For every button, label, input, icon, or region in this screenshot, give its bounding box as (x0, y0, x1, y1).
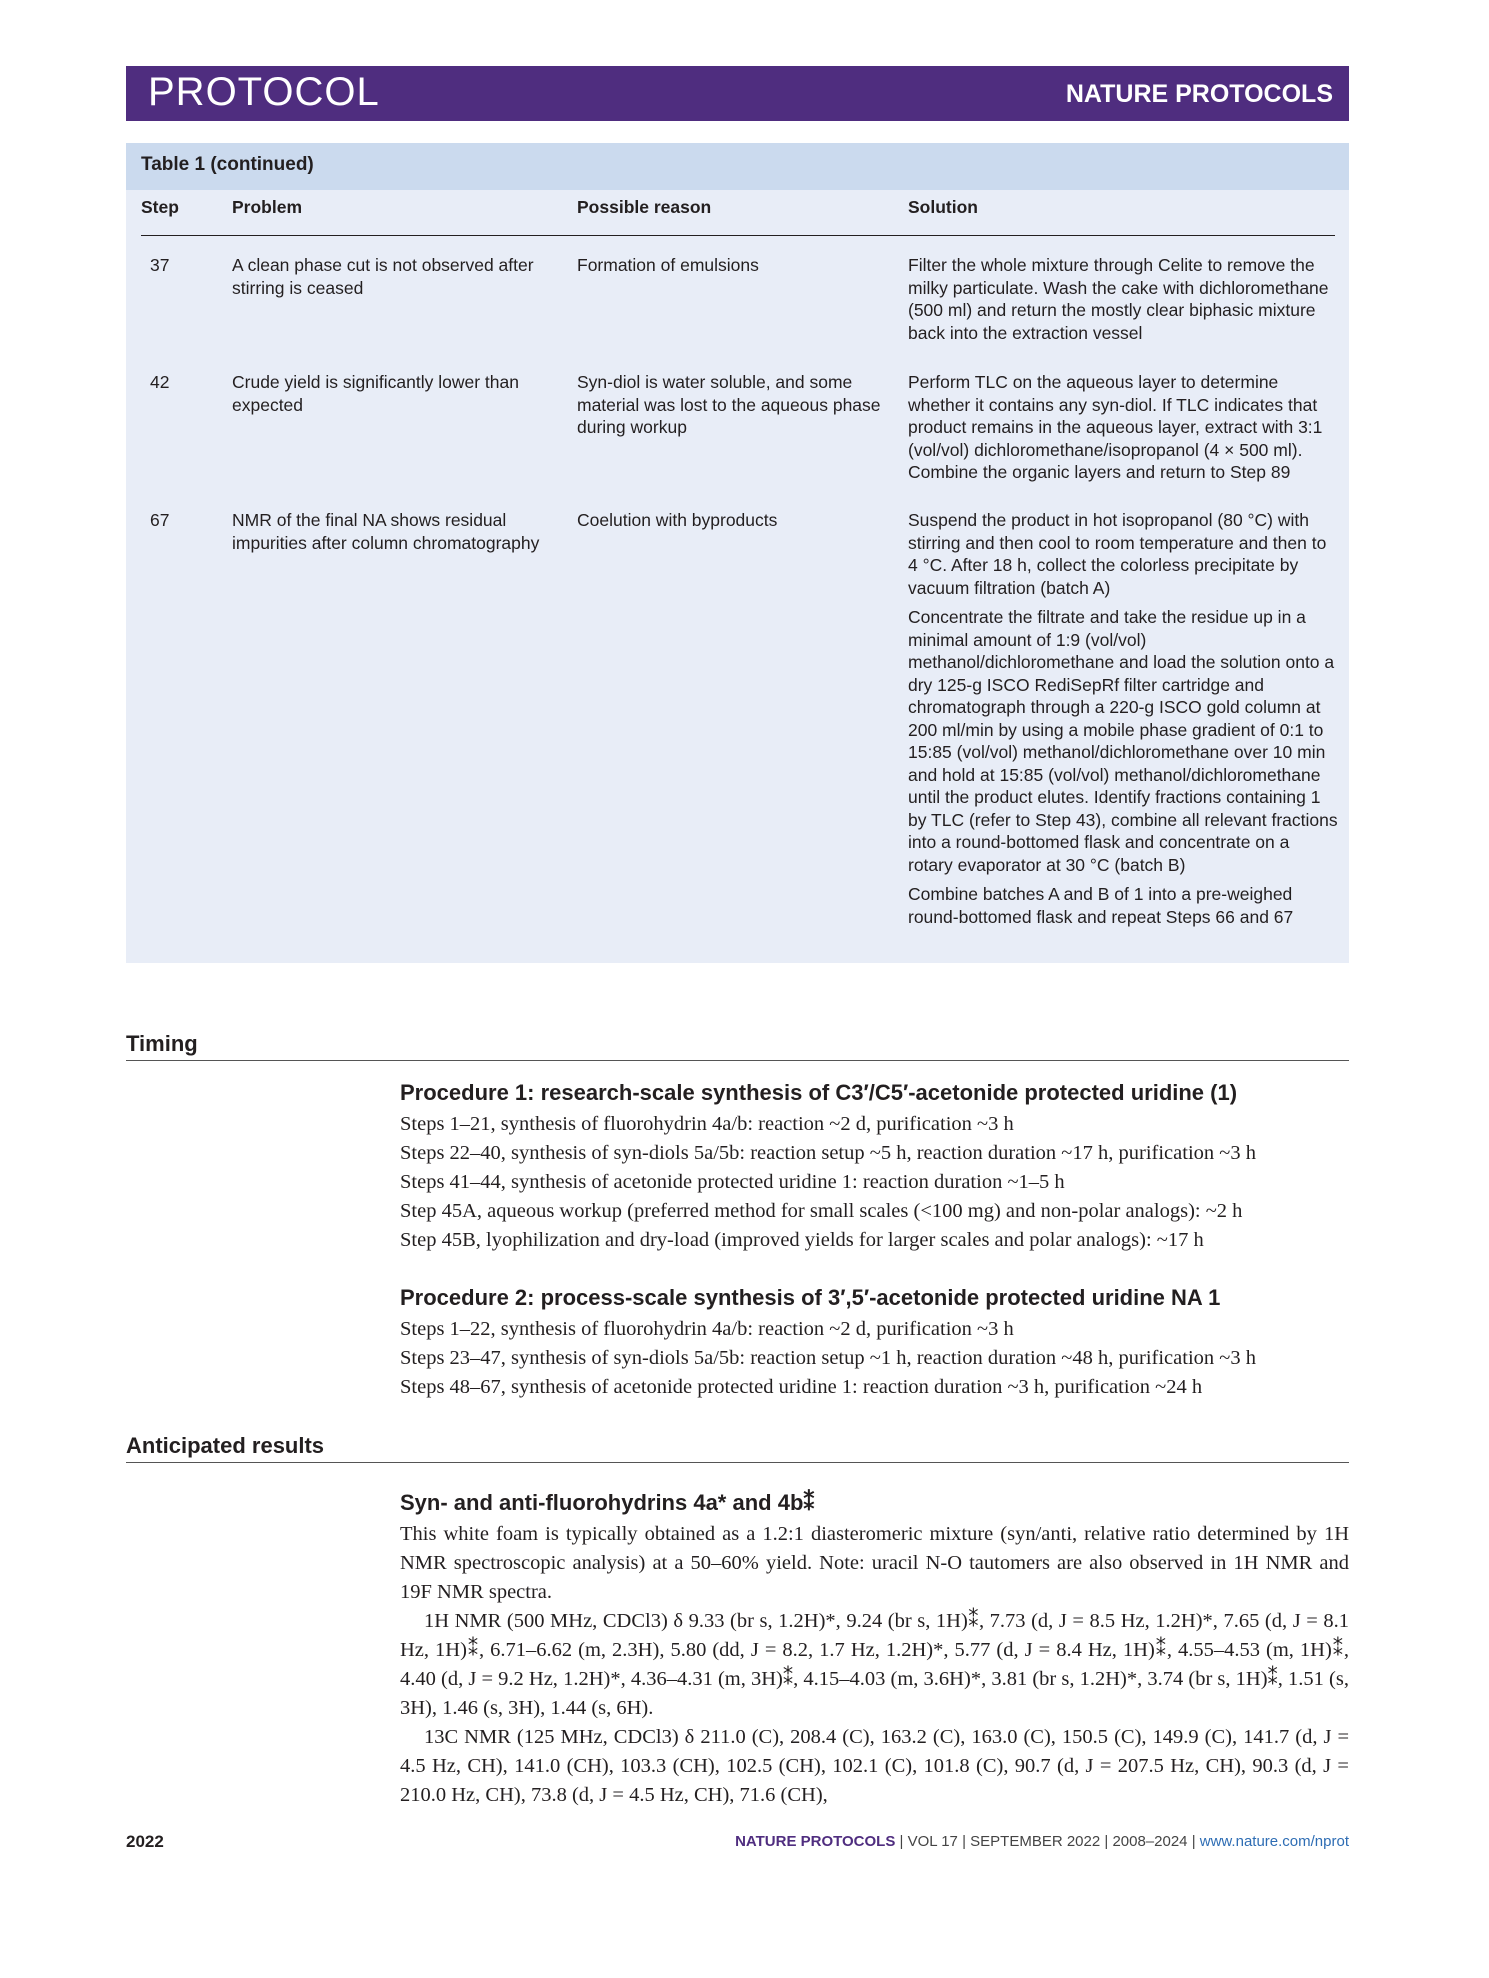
procedure-2-line: Steps 23–47, synthesis of syn-diols 5a/5b: reaction setup ~1 h, reaction duration ~48 h, purification ~3 h (400, 1347, 1256, 1369)
row-67-solution-c: Combine batches A and B of 1 into a pre-weighed round-bottomed flask and repeat Steps 66 and 67 (908, 884, 1294, 927)
procedure-1-line: Steps 41–44, synthesis of acetonide protected uridine 1: reaction duration ~1–5 h (400, 1171, 1065, 1193)
table-title: Table 1 (continued) (141, 154, 314, 175)
h-nmr-data: 1H NMR (500 MHz, CDCl3) δ 9.33 (br s, 1.2H)*, 9.24 (br s, 1H)⁑, 7.73 (d, J = 8.5 Hz, 1.2H)*, 7.65 (d, J = 8.1 Hz, 1H)⁑, 6.71–6.62 (m, 2.3H), 5.80 (dd, J = 8.2, 1.7 Hz, 1.2H)*, 5.77 (d, J = 8.4 Hz, 1H)⁑, 4.55–4.53 (m, 1H)⁑, 4.40 (d, J = 9.2 Hz, 1.2H)*, 4.36–4.31 (m, 3H)⁑, 4.15–4.03 (m, 3.6H)*, 3.81 (br s, 1.2H)*, 3.74 (br s, 1H)⁑, 1.51 (s, 3H), 1.46 (s, 3H), 1.44 (s, 6H). (400, 1610, 1349, 1719)
c-nmr-data: 13C NMR (125 MHz, CDCl3) δ 211.0 (C), 208.4 (C), 163.2 (C), 163.0 (C), 150.5 (C), 149.9 (C), 141.7 (d, J = 4.5 Hz, CH), 141.0 (CH), 103.3 (CH), 102.5 (CH), 102.1 (C), 101.8 (C), 90.7 (d, J = 207.5 Hz, CH), 90.3 (d, J = 210.0 Hz, CH), 73.8 (d, J = 4.5 Hz, CH), 71.6 (CH), (400, 1726, 1349, 1806)
troubleshooting-table (126, 143, 1349, 963)
row-42-reason: Syn-diol is water soluble, and some material was lost to the aqueous phase during workup (577, 372, 881, 437)
row-37-solution-text: Filter the whole mixture through Celite to remove the milky particulate. Wash the cake with dichloromethane (500 ml) and return the mostly clear biphasic mixture back into the extraction vessel (908, 255, 1329, 343)
col-header-solution: Solution (908, 197, 978, 217)
footer-date: SEPTEMBER 2022 (970, 1833, 1101, 1850)
row-42-problem: Crude yield is significantly lower than expected (232, 372, 519, 415)
procedure-1-line: Steps 22–40, synthesis of syn-diols 5a/5b: reaction setup ~5 h, reaction duration ~17 h, purification ~3 h (400, 1142, 1256, 1164)
section-label: PROTOCOL (148, 70, 380, 114)
row-67-solution-a: Suspend the product in hot isopropanol (80 °C) with stirring and then cool to room temperature and then to 4 °C. After 18 h, collect the colorless precipitate by vacuum filtration (batch A) (908, 510, 1327, 598)
col-header-reason: Possible reason (577, 197, 712, 217)
procedure-1-line: Step 45A, aqueous workup (preferred method for small scales (<100 mg) and non-polar analogs): ~2 h (400, 1200, 1243, 1222)
compound-description: This white foam is typically obtained as a 1.2:1 diasteromeric mixture (syn/anti, relative ratio determined by 1H NMR spectroscopic analysis) at a 50–60% yield. Note: uracil N-O tautomers are also observed in 1H NMR and 19F NMR spectra. (400, 1523, 1349, 1603)
footer-volume: VOL 17 (907, 1833, 958, 1850)
anticipated-body (400, 1490, 1349, 1810)
compound-subtitle: Syn- and anti-fluorohydrins 4a* and 4b⁑ (400, 1490, 815, 1515)
row-42-solution (908, 371, 1338, 491)
timing-heading: Timing (126, 1031, 198, 1056)
header-rule (141, 235, 1335, 236)
row-37-reason: Formation of emulsions (577, 255, 759, 275)
procedure-1-line: Step 45B, lyophilization and dry-load (improved yields for larger scales and polar analogs): ~17 h (400, 1229, 1204, 1251)
footer-journal: NATURE PROTOCOLS (735, 1833, 896, 1850)
row-67-reason: Coelution with byproducts (577, 510, 778, 530)
row-67-solution-b: Concentrate the filtrate and take the residue up in a minimal amount of 1:9 (vol/vol) methanol/dichloromethane and load the solution onto a dry 125-g ISCO RediSepRf filter cartridge and chromatograph through a 220-g ISCO gold column at 200 ml/min by using a mobile phase gradient of 0:1 to 15:85 (vol/vol) methanol/dichloromethane over 10 min and hold at 15:85 (vol/vol) methanol/dichloromethane until the product elutes. Identify fractions containing 1 by TLC (refer to Step 43), combine all relevant fractions into a round-bottomed flask and concentrate on a rotary evaporator at 30 °C (batch B) (908, 607, 1338, 875)
row-37-problem: A clean phase cut is not observed after stirring is ceased (232, 255, 534, 298)
row-67-solution (908, 509, 1338, 935)
timing-rule (126, 1060, 1349, 1061)
row-42-step: 42 (150, 372, 170, 392)
row-37-solution (908, 254, 1338, 351)
procedure-2-line: Steps 48–67, synthesis of acetonide protected uridine 1: reaction duration ~3 h, purification ~24 h (400, 1376, 1203, 1398)
col-header-step: Step (141, 197, 179, 217)
row-67-problem: NMR of the final NA shows residual impurities after column chromatography (232, 510, 540, 553)
row-42-solution-text: Perform TLC on the aqueous layer to determine whether it contains any syn-diol. If TLC indicates that product remains in the aqueous layer, extract with 3:1 (vol/vol) dichloromethane/isopropanol (4 × 500 ml). Combine the organic layers and return to Step 89 (908, 372, 1323, 482)
footer-url[interactable]: www.nature.com/nprot (1199, 1833, 1349, 1850)
procedure-1 (400, 1080, 1349, 1255)
footer-citation: NATURE PROTOCOLS | VOL 17 | SEPTEMBER 2022 | 2008–2024 | www.nature.com/nprot (735, 1833, 1349, 1850)
procedure-2 (400, 1285, 1349, 1402)
procedure-2-title: Procedure 2: process-scale synthesis of 3′,5′-acetonide protected uridine NA 1 (400, 1285, 1221, 1310)
procedure-1-title: Procedure 1: research-scale synthesis of C3′/C5′-acetonide protected uridine (1) (400, 1080, 1238, 1105)
procedure-1-line: Steps 1–21, synthesis of fluorohydrin 4a/b: reaction ~2 d, purification ~3 h (400, 1113, 1014, 1135)
footer-pages: 2008–2024 (1112, 1833, 1188, 1850)
table-title-bar (126, 143, 1349, 190)
anticipated-heading: Anticipated results (126, 1433, 325, 1458)
row-37-step: 37 (150, 255, 170, 275)
col-header-problem: Problem (232, 197, 303, 217)
row-67-step: 67 (150, 510, 170, 530)
page-banner (126, 66, 1349, 121)
journal-name: NATURE PROTOCOLS (1065, 80, 1333, 108)
page-number: 2022 (126, 1832, 164, 1851)
anticipated-rule (126, 1462, 1349, 1463)
procedure-2-line: Steps 1–22, synthesis of fluorohydrin 4a/b: reaction ~2 d, purification ~3 h (400, 1318, 1014, 1340)
